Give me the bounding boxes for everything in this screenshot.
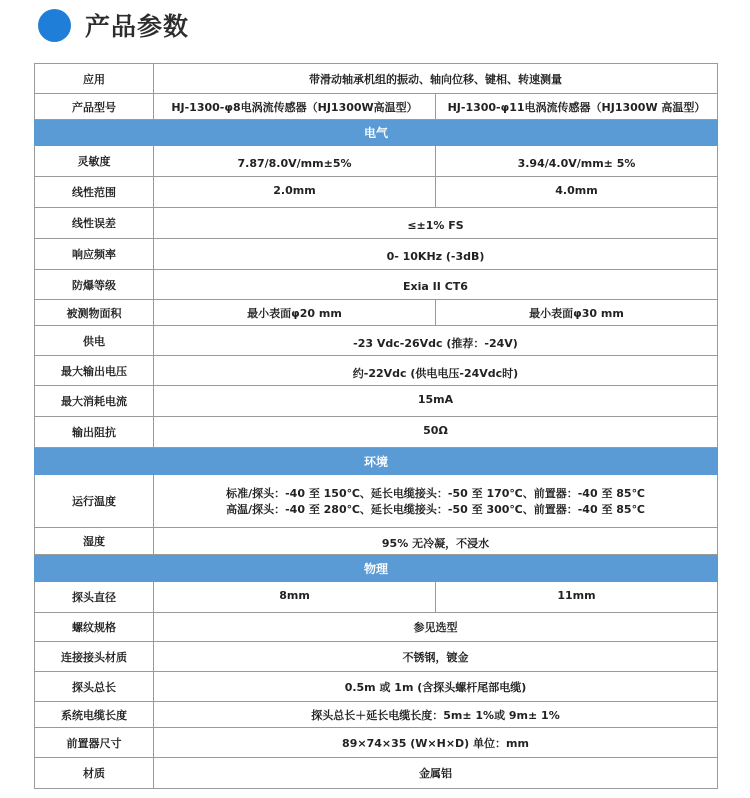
row-value-a: 7.87/8.0V/mm±5% xyxy=(154,146,436,177)
row-label: 螺纹规格 xyxy=(35,613,154,642)
temperature-standard: 标准/探头：-40 至 150℃、延长电缆接头：-50 至 170℃、前置器：-40 至 85℃ xyxy=(226,487,645,500)
row-value: 89×74×35 (W×H×D) 单位：mm xyxy=(154,728,718,758)
row-value: Exia II CT6 xyxy=(154,270,718,300)
row-value-a: 最小表面φ20 mm xyxy=(154,300,436,326)
temperature-high: 高温/探头：-40 至 280℃、延长电缆接头：-50 至 300℃、前置器：-40 至 85℃ xyxy=(226,503,645,516)
row-label: 探头直径 xyxy=(35,582,154,613)
row-label: 连接接头材质 xyxy=(35,642,154,672)
row-value: 15mA xyxy=(154,386,718,417)
row-label: 湿度 xyxy=(35,528,154,555)
row-value: 金属铝 xyxy=(154,758,718,789)
row-value: 50Ω xyxy=(154,417,718,448)
table-row xyxy=(35,672,718,702)
row-label: 防爆等级 xyxy=(35,270,154,300)
section-title: 物理 xyxy=(35,555,718,582)
row-label: 最大消耗电流 xyxy=(35,386,154,417)
row-label: 产品型号 xyxy=(35,94,154,120)
table-row xyxy=(35,613,718,642)
row-label: 线性范围 xyxy=(35,177,154,208)
row-label: 应用 xyxy=(35,64,154,94)
section-title: 环境 xyxy=(35,448,718,475)
row-value: 95% 无冷凝，不浸水 xyxy=(154,528,718,555)
row-value: ≤±1% FS xyxy=(154,208,718,239)
row-value: 参见选型 xyxy=(154,613,718,642)
row-label: 运行温度 xyxy=(35,475,154,528)
section-row-electrical xyxy=(35,120,718,146)
row-label: 系统电缆长度 xyxy=(35,702,154,728)
table-row xyxy=(35,702,718,728)
table-row xyxy=(35,386,718,417)
table-row xyxy=(35,642,718,672)
row-value: 探头总长＋延长电缆长度：5m± 1%或 9m± 1% xyxy=(154,702,718,728)
row-label: 输出阻抗 xyxy=(35,417,154,448)
table-row xyxy=(35,475,718,528)
row-label: 前置器尺寸 xyxy=(35,728,154,758)
row-value-b: 11mm xyxy=(436,582,718,613)
row-value-b: HJ-1300-φ11电涡流传感器（HJ1300W 高温型） xyxy=(436,94,718,120)
table-row xyxy=(35,177,718,208)
table-row xyxy=(35,728,718,758)
row-value: 不锈钢，镀金 xyxy=(154,642,718,672)
table-row xyxy=(35,146,718,177)
row-value-b: 4.0mm xyxy=(436,177,718,208)
row-value-a: 8mm xyxy=(154,582,436,613)
table-row xyxy=(35,528,718,555)
page-title: 产品参数 xyxy=(85,12,190,41)
row-value: 0.5m 或 1m (含探头螺杆尾部电缆) xyxy=(154,672,718,702)
section-title: 电气 xyxy=(35,120,718,146)
row-value: -23 Vdc-26Vdc (推荐：-24V) xyxy=(154,326,718,356)
row-label: 最大输出电压 xyxy=(35,356,154,386)
row-value-a: HJ-1300-φ8电涡流传感器（HJ1300W高温型） xyxy=(154,94,436,120)
table-row xyxy=(35,300,718,326)
table-row xyxy=(35,94,718,120)
row-value-b: 3.94/4.0V/mm± 5% xyxy=(436,146,718,177)
row-label: 线性误差 xyxy=(35,208,154,239)
section-row-environment xyxy=(35,448,718,475)
row-label: 材质 xyxy=(35,758,154,789)
table-row xyxy=(35,417,718,448)
spec-table xyxy=(34,63,718,789)
section-row-physical xyxy=(35,555,718,582)
row-label: 探头总长 xyxy=(35,672,154,702)
table-row xyxy=(35,270,718,300)
row-value-a: 2.0mm xyxy=(154,177,436,208)
table-row xyxy=(35,64,718,94)
row-value: 带滑动轴承机组的振动、轴向位移、键相、转速测量 xyxy=(154,64,718,94)
section-header xyxy=(38,8,189,42)
table-row xyxy=(35,326,718,356)
table-row xyxy=(35,582,718,613)
row-value: 约-22Vdc (供电电压-24Vdc时) xyxy=(154,356,718,386)
row-label: 响应频率 xyxy=(35,239,154,270)
table-row xyxy=(35,239,718,270)
table-row xyxy=(35,356,718,386)
row-label: 被测物面积 xyxy=(35,300,154,326)
row-value xyxy=(154,475,718,528)
bullet-circle-icon xyxy=(38,9,71,42)
table-row xyxy=(35,208,718,239)
row-value: 0- 10KHz (-3dB) xyxy=(154,239,718,270)
row-value-b: 最小表面φ30 mm xyxy=(436,300,718,326)
table-row xyxy=(35,758,718,789)
row-label: 供电 xyxy=(35,326,154,356)
row-label: 灵敏度 xyxy=(35,146,154,177)
